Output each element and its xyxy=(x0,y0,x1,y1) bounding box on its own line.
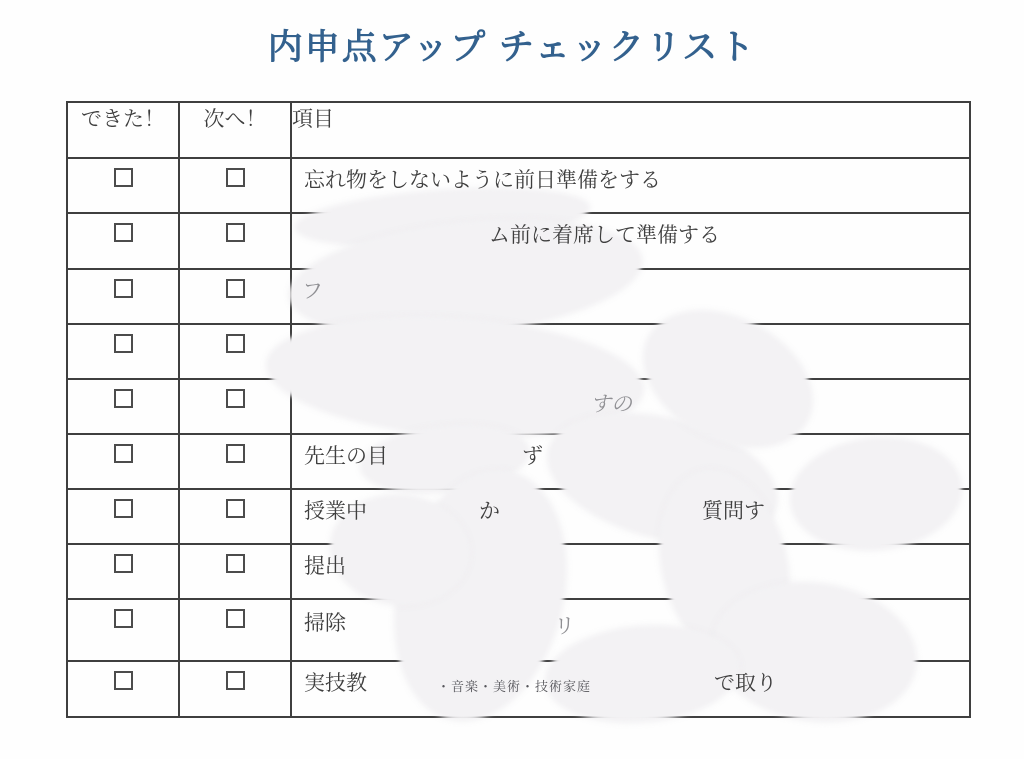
column-header-done: できた！ xyxy=(67,102,179,158)
item-text-fragment: 実技教 xyxy=(304,671,367,695)
next-checkbox[interactable] xyxy=(226,223,245,242)
column-header-next: 次へ！ xyxy=(179,102,291,158)
item-text-fragment: ム前に着席して準備する xyxy=(489,223,720,247)
done-checkbox[interactable] xyxy=(114,168,133,187)
item-text-fragment: 提出 xyxy=(304,554,346,578)
done-checkbox[interactable] xyxy=(114,389,133,408)
item-text-fragment: で取り xyxy=(714,671,777,695)
done-checkbox[interactable] xyxy=(114,334,133,353)
item-text-fragment-subjects: ・音楽・美術・技術家庭 xyxy=(437,679,592,694)
done-checkbox[interactable] xyxy=(114,609,133,628)
item-text-fragment: 質問す xyxy=(702,499,765,523)
next-checkbox[interactable] xyxy=(226,389,245,408)
next-checkbox[interactable] xyxy=(226,334,245,353)
item-text-fragment: 掃除 xyxy=(304,611,346,635)
column-header-item: 項目 xyxy=(291,102,970,158)
next-checkbox[interactable] xyxy=(226,279,245,298)
item-text-fragment: ず xyxy=(522,444,543,468)
done-checkbox[interactable] xyxy=(114,671,133,690)
item-text-fragment: 授業中 xyxy=(304,499,367,523)
item-text-fragment: 先生の目 xyxy=(304,444,388,468)
item-text-fragment: か xyxy=(479,499,500,523)
header-row xyxy=(67,102,970,158)
next-checkbox[interactable] xyxy=(226,554,245,573)
item-text-fragment: リ xyxy=(554,614,575,638)
item-text: 忘れ物をしないように前日準備をする xyxy=(304,168,661,192)
next-checkbox[interactable] xyxy=(226,499,245,518)
done-checkbox[interactable] xyxy=(114,279,133,298)
done-checkbox[interactable] xyxy=(114,444,133,463)
done-checkbox[interactable] xyxy=(114,554,133,573)
done-checkbox[interactable] xyxy=(114,223,133,242)
next-checkbox[interactable] xyxy=(226,609,245,628)
done-checkbox[interactable] xyxy=(114,499,133,518)
next-checkbox[interactable] xyxy=(226,444,245,463)
item-text-fragment: すの xyxy=(590,392,632,416)
next-checkbox[interactable] xyxy=(226,168,245,187)
next-checkbox[interactable] xyxy=(226,671,245,690)
page-title: 内申点アップ チェックリスト xyxy=(267,28,757,67)
item-text-fragment: フ xyxy=(302,279,323,303)
